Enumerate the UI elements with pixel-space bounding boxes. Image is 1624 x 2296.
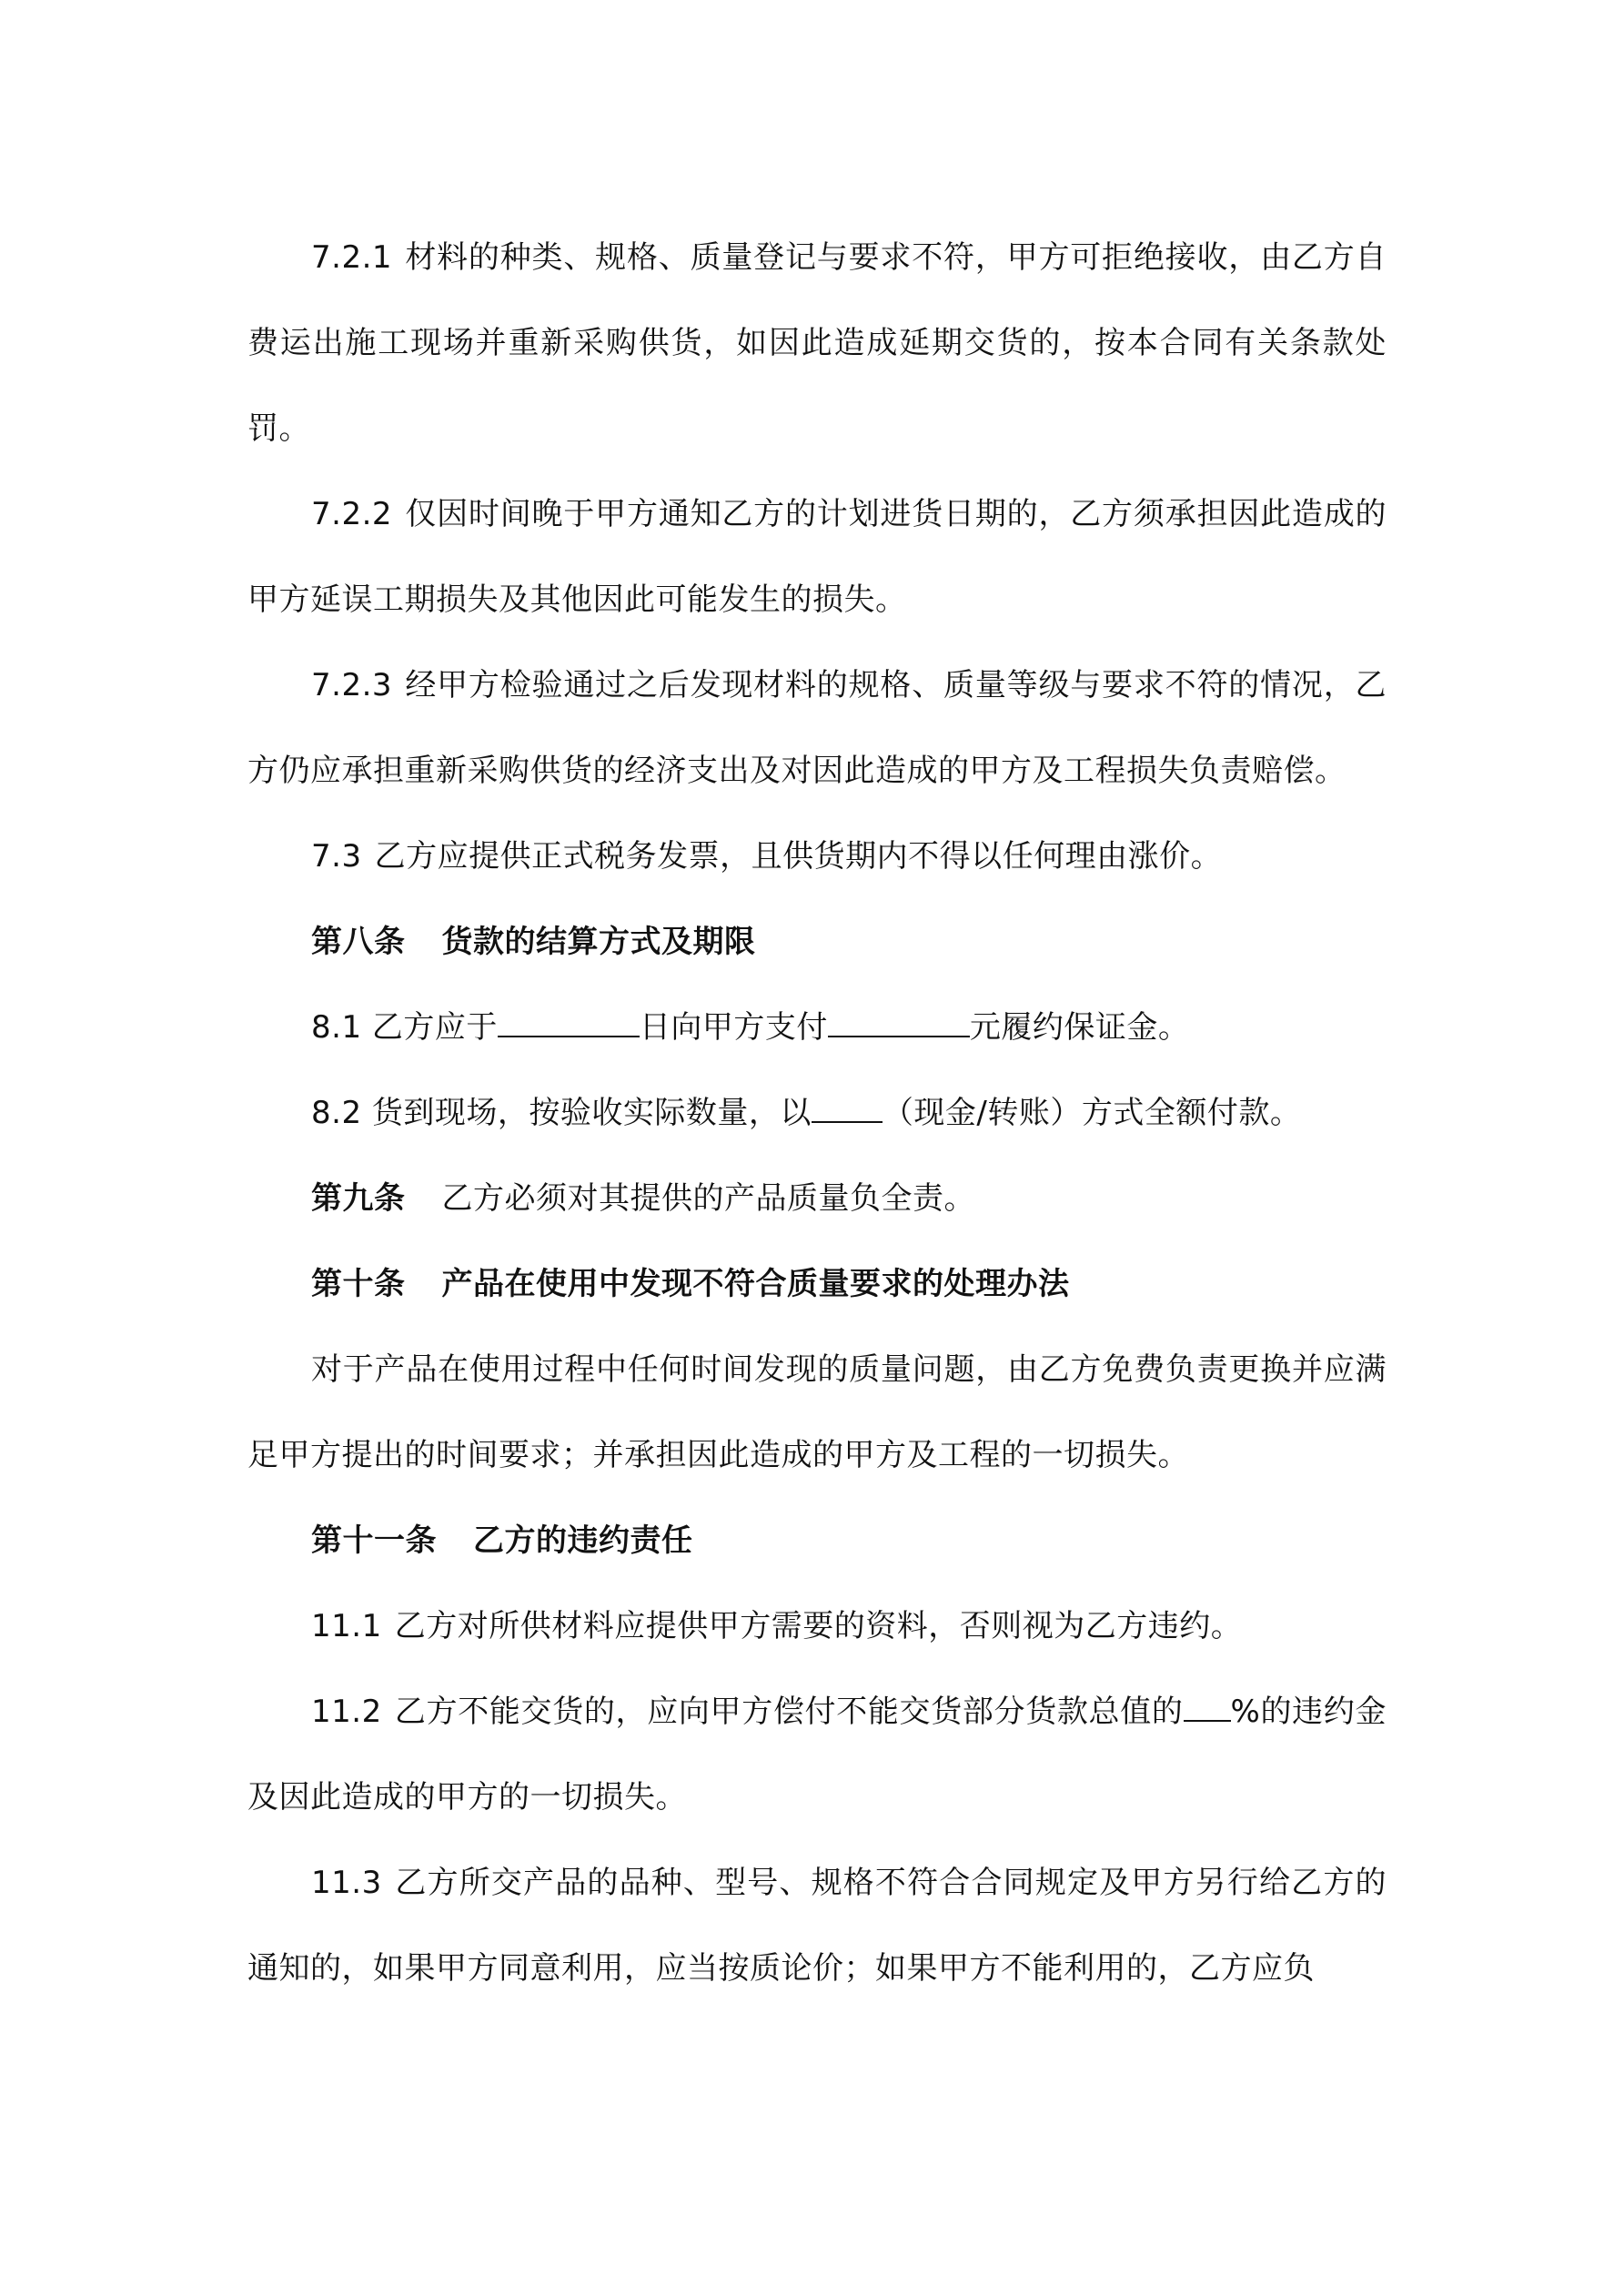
- clause-7-3: [247, 814, 1387, 899]
- article-label: 第八条: [311, 924, 406, 960]
- clause-text: 对于产品在使用过程中任何时间发现的质量问题，由乙方免费负责更换并应满足甲方提出的时间要求；并承担因此造成的甲方及工程的一切损失。: [247, 1351, 1387, 1473]
- article-10-heading: [247, 1241, 1387, 1327]
- clause-text-prefix: 8.1 乙方应于: [311, 1009, 498, 1046]
- fill-blank-date[interactable]: [498, 1008, 640, 1037]
- clause-7-2-1: [247, 215, 1387, 471]
- clause-text-suffix: %的违约金及因此造成的甲方的一切损失。: [247, 1694, 1387, 1816]
- article-9: [247, 1156, 1387, 1241]
- clause-11-2: [247, 1669, 1387, 1840]
- clause-number: 7.2.2: [311, 496, 393, 532]
- article-label: 第九条: [311, 1180, 406, 1217]
- clause-number: 7.3: [311, 838, 362, 875]
- clause-number: 7.2.1: [311, 239, 393, 276]
- clause-text: 仅因时间晚于甲方通知乙方的计划进货日期的，乙方须承担因此造成的甲方延误工期损失及其他因此可能发生的损失。: [247, 496, 1387, 618]
- clause-text: 乙方应提供正式税务发票，且供货期内不得以任何理由涨价。: [374, 838, 1223, 875]
- clause-7-2-2: [247, 471, 1387, 642]
- fill-blank-percent[interactable]: [1184, 1693, 1231, 1722]
- article-10-body: [247, 1327, 1387, 1498]
- clause-number: 7.2.3: [311, 667, 393, 703]
- clause-text: 材料的种类、规格、质量登记与要求不符，甲方可拒绝接收，由乙方自费运出施工现场并重新采购供货，如因此造成延期交货的，按本合同有关条款处罚。: [247, 239, 1387, 447]
- article-11-heading: [247, 1498, 1387, 1583]
- clause-number: 11.1: [311, 1608, 382, 1644]
- article-label: 第十条: [311, 1266, 406, 1302]
- article-label: 第十一条: [311, 1522, 437, 1559]
- clause-7-2-3: [247, 642, 1387, 814]
- article-8-heading: [247, 899, 1387, 985]
- clause-text-middle: 日向甲方支付: [639, 1009, 828, 1046]
- clause-text: 乙方所交产品的品种、型号、规格不符合合同规定及甲方另行给乙方的通知的，如果甲方同意利用，应当按质论价；如果甲方不能利用的，乙方应负: [247, 1865, 1387, 1987]
- document-body: [247, 215, 1387, 2011]
- fill-blank-payment-method[interactable]: [812, 1094, 883, 1123]
- clause-text-suffix: 元履约保证金。: [969, 1009, 1190, 1046]
- clause-text-suffix: （现金/转账）方式全额付款。: [882, 1095, 1302, 1131]
- clause-8-1: [247, 985, 1387, 1070]
- clause-11-1: [247, 1583, 1387, 1669]
- clause-text: 乙方对所供材料应提供甲方需要的资料，否则视为乙方违约。: [394, 1608, 1243, 1644]
- article-title: 货款的结算方式及期限: [441, 924, 756, 960]
- article-title: 产品在使用中发现不符合质量要求的处理办法: [441, 1266, 1070, 1302]
- clause-text-prefix: 乙方不能交货的，应向甲方偿付不能交货部分货款总值的: [394, 1694, 1184, 1730]
- clause-8-2: [247, 1070, 1387, 1156]
- clause-text: 经甲方检验通过之后发现材料的规格、质量等级与要求不符的情况，乙方仍应承担重新采购供货的经济支出及对因此造成的甲方及工程损失负责赔偿。: [247, 667, 1387, 789]
- fill-blank-amount[interactable]: [828, 1008, 970, 1037]
- clause-number: 11.2: [311, 1694, 382, 1730]
- clause-text-prefix: 8.2 货到现场，按验收实际数量，以: [311, 1095, 812, 1131]
- clause-11-3: [247, 1840, 1387, 2011]
- clause-number: 11.3: [311, 1865, 382, 1901]
- article-title: 乙方的违约责任: [473, 1522, 693, 1559]
- article-text: 乙方必须对其提供的产品质量负全责。: [441, 1180, 975, 1217]
